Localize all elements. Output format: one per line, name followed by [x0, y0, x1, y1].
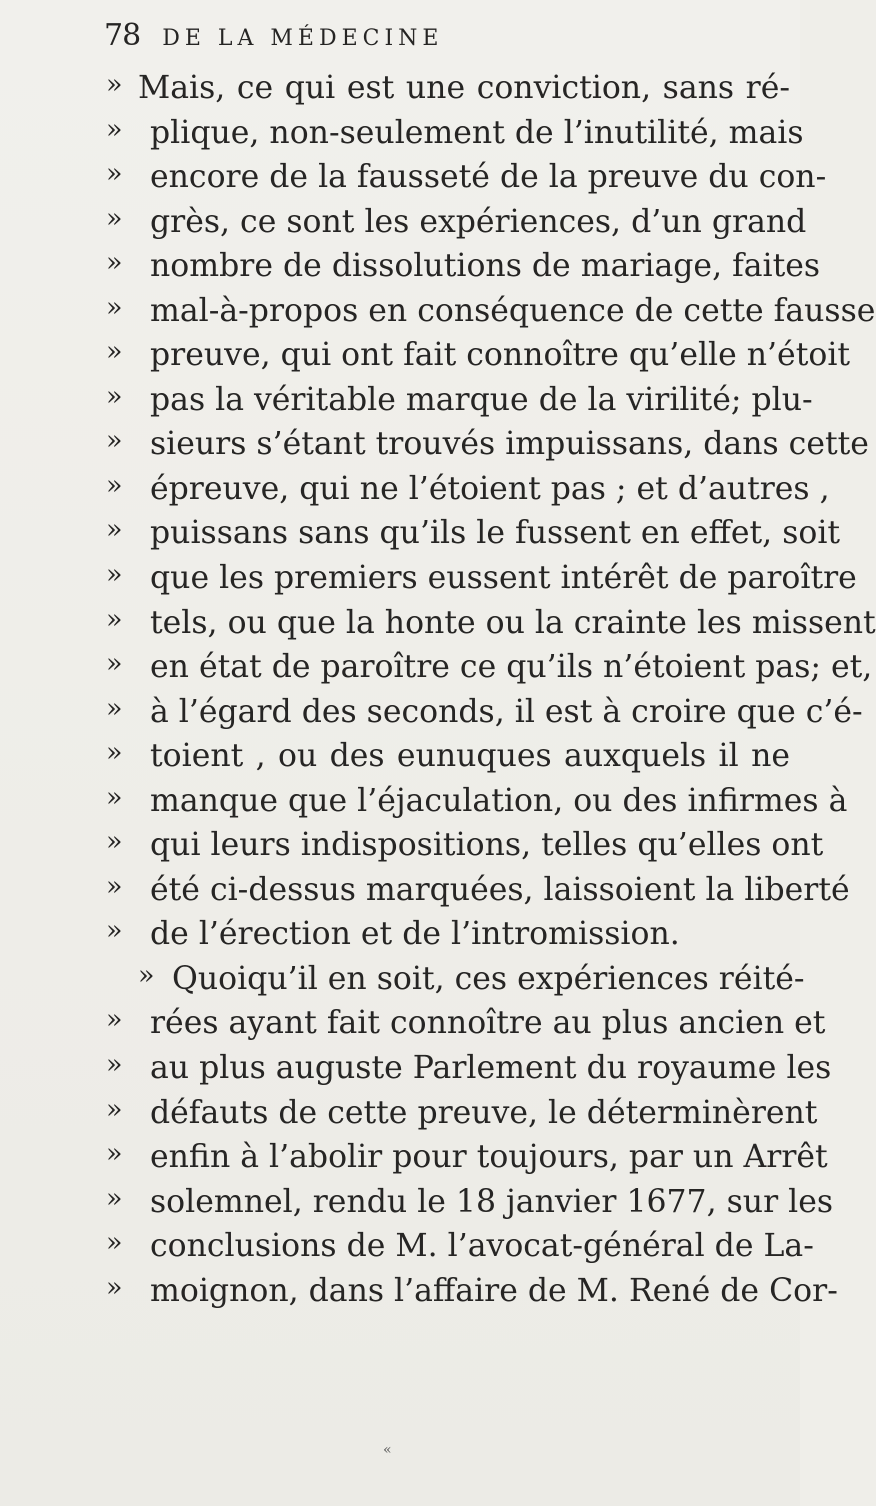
- text-line: [0, 645, 873, 690]
- page-header: [104, 18, 444, 60]
- text-line: [0, 66, 800, 111]
- quote-mark: »: [106, 870, 123, 902]
- line-text: défauts de cette preuve, le déterminèrent: [150, 1094, 818, 1131]
- text-line: [0, 1135, 828, 1180]
- line-text: enfin à l’abolir pour toujours, par un Arrêt: [150, 1139, 828, 1176]
- quote-mark: »: [106, 380, 123, 412]
- quote-mark: »: [106, 469, 123, 501]
- text-line: [0, 1269, 838, 1314]
- line-text: qui leurs indispositions, telles qu’elles ont: [150, 827, 824, 864]
- quote-mark: »: [106, 1271, 123, 1303]
- line-text: Quoiqu’il en soit, ces expériences réité-: [172, 960, 805, 997]
- line-text: mal-à-propos en conséquence de cette fausse: [150, 292, 876, 329]
- quote-mark: »: [106, 158, 123, 190]
- text-line: [0, 289, 876, 334]
- text-line: [0, 823, 824, 868]
- line-text: épreuve, qui ne l’étoient pas ; et d’autres ,: [150, 470, 830, 507]
- text-line: [0, 200, 807, 245]
- text-line: [0, 912, 800, 957]
- quote-mark: »: [106, 113, 123, 145]
- quote-mark: »: [106, 559, 123, 591]
- line-text: été ci-dessus marquées, laissoient la liberté: [150, 871, 850, 908]
- text-line: [0, 333, 851, 378]
- text-line: [0, 155, 827, 200]
- text-line: [0, 111, 804, 156]
- line-text: de l’érection et de l’intromission.: [150, 916, 680, 953]
- quote-mark: »: [106, 202, 123, 234]
- quote-mark: »: [106, 737, 123, 769]
- text-line: [0, 690, 863, 735]
- text-line: [0, 1180, 834, 1225]
- line-text: moignon, dans l’affaire de M. René de Cor-: [150, 1272, 838, 1309]
- quote-mark: »: [106, 1138, 123, 1170]
- quote-mark: »: [106, 1004, 123, 1036]
- line-text: manque que l’éjaculation, ou des infirmes à: [150, 782, 848, 819]
- quote-mark: »: [106, 291, 123, 323]
- quote-mark: »: [106, 1049, 123, 1081]
- text-line: [0, 511, 841, 556]
- line-text: que les premiers eussent intérêt de paroître: [150, 560, 857, 597]
- quote-mark: »: [106, 1227, 123, 1259]
- quote-mark: »: [106, 915, 123, 947]
- quote-mark: »: [106, 514, 123, 546]
- quote-mark: »: [106, 1182, 123, 1214]
- text-line: [0, 1001, 826, 1046]
- quote-mark: »: [106, 425, 123, 457]
- quote-mark: »: [106, 603, 123, 635]
- quote-mark: »: [106, 247, 123, 279]
- text-line: [0, 957, 805, 1002]
- running-head: DE LA MÉDECINE: [162, 26, 444, 51]
- text-line: [0, 378, 813, 423]
- line-text: encore de la fausseté de la preuve du con-: [150, 159, 827, 196]
- text-line: [0, 1046, 832, 1091]
- line-text: solemnel, rendu le 18 janvier 1677, sur les: [150, 1183, 834, 1220]
- line-text: à l’égard des seconds, il est à croire que c’é-: [150, 693, 863, 730]
- line-text: preuve, qui ont fait connoître qu’elle n’étoit: [150, 337, 851, 374]
- quote-mark: »: [106, 826, 123, 858]
- quote-mark: »: [106, 692, 123, 724]
- line-text: grès, ce sont les expériences, d’un grand: [150, 203, 807, 240]
- line-text: rées ayant fait connoître au plus ancien et: [150, 1005, 826, 1042]
- text-line: [0, 467, 830, 512]
- line-text: conclusions de M. l’avocat-général de La-: [150, 1228, 814, 1265]
- line-text: puissans sans qu’ils le fussent en effet, soit: [150, 515, 841, 552]
- line-text: sieurs s’étant trouvés impuissans, dans cette: [150, 426, 869, 463]
- text-line: [0, 244, 821, 289]
- body-text: [0, 66, 876, 1313]
- text-line: [0, 1091, 818, 1136]
- line-text: en état de paroître ce qu’ils n’étoient pas; et,: [150, 649, 873, 686]
- quote-mark: »: [106, 1093, 123, 1125]
- line-text: toient , ou des eunuques auxquels il ne: [150, 738, 790, 775]
- quote-mark: »: [138, 959, 155, 991]
- footer-mark: «: [383, 1442, 392, 1458]
- line-text: plique, non-seulement de l’inutilité, mais: [150, 114, 804, 151]
- quote-mark: »: [106, 648, 123, 680]
- quote-mark: »: [106, 69, 123, 100]
- text-line: [0, 779, 848, 824]
- line-text: nombre de dissolutions de mariage, faites: [150, 248, 821, 285]
- text-line: [0, 868, 850, 913]
- text-line: [0, 556, 857, 601]
- text-line: [0, 1224, 814, 1269]
- line-text: Mais, ce qui est une conviction, sans ré-: [138, 70, 790, 106]
- quote-mark: »: [106, 781, 123, 813]
- line-text: pas la véritable marque de la virilité; plu-: [150, 381, 813, 418]
- line-text: au plus auguste Parlement du royaume les: [150, 1050, 832, 1087]
- line-text: tels, ou que la honte ou la crainte les missent: [150, 604, 876, 641]
- quote-mark: »: [106, 336, 123, 368]
- text-line: [0, 734, 800, 779]
- text-line: [0, 422, 869, 467]
- text-line: [0, 601, 876, 646]
- page-number: 78: [104, 18, 141, 53]
